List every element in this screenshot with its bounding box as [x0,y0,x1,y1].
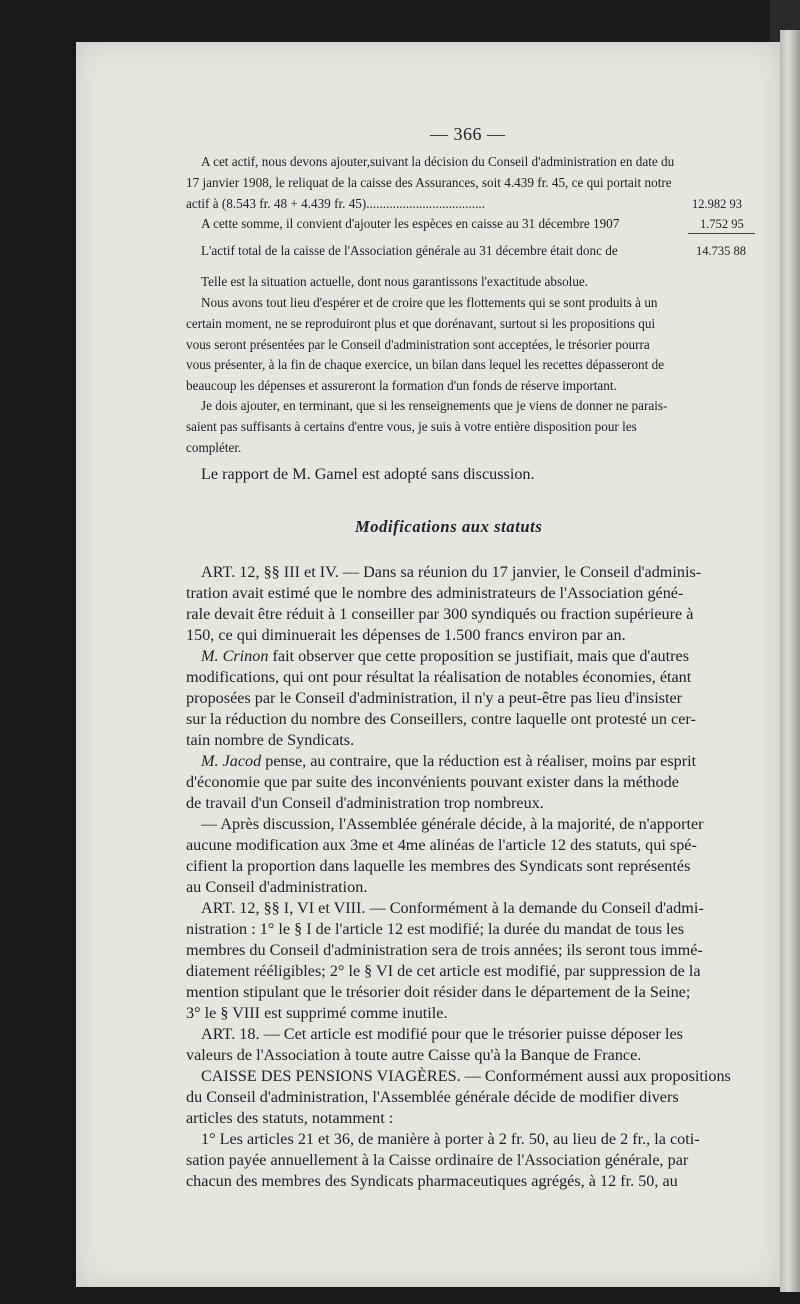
speaker-name: M. Jacod [201,752,262,770]
report-line: Telle est la situation actuelle, dont nous garantissons l'exactitude absolue. [201,274,589,289]
body-line: de travail d'un Conseil d'administration trop nombreux. [186,794,544,812]
speaker-name: M. Crinon [201,647,269,665]
body-line [201,647,689,666]
body-line: ART. 18. — Cet article est modifié pour que le trésorier puisse déposer les [201,1025,683,1043]
body-line: du Conseil d'administration, l'Assemblée générale décide de modifier divers [186,1088,679,1106]
body-line: modifications, qui ont pour résultat la réalisation de notables économies, étant [186,668,692,686]
body-line [201,752,696,771]
report-line: saient pas suffisants à certains d'entre vous, je suis à votre entière disposition pour les [186,419,637,434]
report-amount: 12.982 93 [692,197,742,211]
report-line: beaucoup les dépenses et assureront la formation d'un fonds de réserve important. [186,378,617,393]
page-number: — 366 — [430,124,506,144]
body-line: tain nombre de Syndicats. [186,731,355,749]
sum-rule [688,233,755,234]
body-line: mention stipulant que le trésorier doit résider dans le département de la Seine; [186,983,691,1001]
body-line: chacun des membres des Syndicats pharmaceutiques agrégés, à 12 fr. 50, au [186,1172,678,1190]
body-line-rest: fait observer que cette proposition se justifiait, mais que d'autres [268,647,689,665]
body-line: membres du Conseil d'administration sera de trois années; ils seront tous immé- [186,941,703,959]
body-line: cifient la proportion dans laquelle les membres des Syndicats sont représentés [186,857,691,875]
body-line: sur la réduction du nombre des Conseillers, contre laquelle ont protesté un cer- [186,710,696,728]
report-line: 17 janvier 1908, le reliquat de la caisse des Assurances, soit 4.439 fr. 45, ce qui portait notre [186,175,672,190]
body-line: CAISSE DES PENSIONS VIAGÈRES. — Conformément aussi aux propositions [201,1067,731,1085]
report-line: A cette somme, il convient d'ajouter les espèces en caisse au 31 décembre 1907 [201,216,620,231]
report-total-line: L'actif total de la caisse de l'Association générale au 31 décembre était donc de [201,243,618,258]
body-line: tration avait estimé que le nombre des administrateurs de l'Association géné- [186,584,684,602]
report-line: compléter. [186,440,242,455]
body-line: 1° Les articles 21 et 36, de manière à porter à 2 fr. 50, au lieu de 2 fr., la coti- [201,1130,700,1148]
report-line: Je dois ajouter, en terminant, que si les renseignements que je viens de donner ne parais- [201,398,668,413]
body-line: valeurs de l'Association à toute autre Caisse qu'à la Banque de France. [186,1046,642,1064]
body-line: diatement rééligibles; 2° le § VI de cet article est modifié, par suppression de la [186,962,701,980]
body-line: ART. 12, §§ I, VI et VIII. — Conformément à la demande du Conseil d'admi- [201,899,704,917]
body-line: ART. 12, §§ III et IV. — Dans sa réunion du 17 janvier, le Conseil d'adminis- [201,563,702,581]
report-line: actif à (8.543 fr. 48 + 4.439 fr. 45).................................... [186,196,485,211]
body-line: proposées par le Conseil d'administration, il n'y a peut-être pas lieu d'insister [186,689,683,707]
body-line: au Conseil d'administration. [186,878,368,896]
body-line: d'économie que par suite des inconvénients pouvant exister dans la méthode [186,773,679,791]
report-line: A cet actif, nous devons ajouter,suivant la décision du Conseil d'administration en date du [201,154,675,169]
report-line: vous seront présentées par le Conseil d'administration sont acceptées, le trésorier pourra [186,337,650,352]
body-line: nistration : 1° le § I de l'article 12 est modifié; la durée du mandat de tous les [186,920,685,938]
report-line: Nous avons tout lieu d'espérer et de croire que les flottements qui se sont produits à un [201,295,658,310]
body-line: rale devait être réduit à 1 conseiller par 300 syndiqués ou fraction supérieure à [186,605,694,623]
body-line: aucune modification aux 3me et 4me alinéas de l'article 12 des statuts, qui spé- [186,836,697,854]
body-line: sation payée annuellement à la Caisse ordinaire de l'Association générale, par [186,1151,689,1169]
report-amount: 1.752 95 [700,217,744,231]
section-heading: Modifications aux statuts [355,517,543,536]
body-line: 3° le § VIII est supprimé comme inutile. [186,1004,448,1022]
report-total-amount: 14.735 88 [696,244,746,258]
body-line: 150, ce qui diminuerait les dépenses de 1.500 francs environ par an. [186,626,626,644]
report-line: vous présenter, à la fin de chaque exercice, un bilan dans lequel les recettes dépasseront de [186,357,665,372]
body-line: articles des statuts, notamment : [186,1109,394,1127]
body-line: — Après discussion, l'Assemblée générale décide, à la majorité, de n'apporter [201,815,704,833]
adopted-line: Le rapport de M. Gamel est adopté sans discussion. [201,465,535,483]
page-edge-stack [780,30,800,1292]
body-line-rest: pense, au contraire, que la réduction est à réaliser, moins par esprit [261,752,697,770]
report-line: certain moment, ne se reproduiront plus et que dorénavant, surtout si les propositions qui [186,316,656,331]
